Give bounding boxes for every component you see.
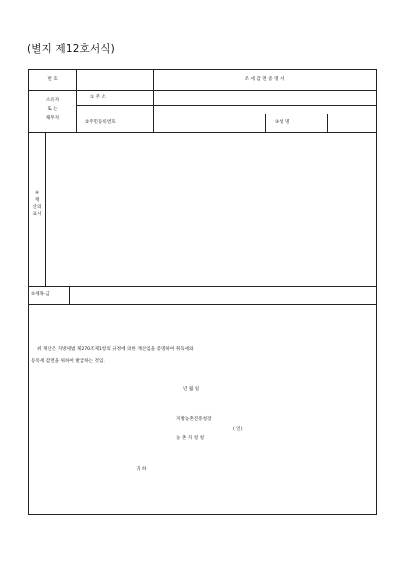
issuer-line-2: 농 촌 지 청 청 [176,436,205,441]
resident-number-label: ②주민등록번호 [85,120,116,125]
body-line-1: 위 재산은 지방세법 제270조제1항의 규정에 의한 재산임을 증명하여 취득세와 [37,347,194,352]
row-divider-3 [29,286,376,287]
col-divider-name-right [327,114,328,132]
number-label: 번 호 [47,77,58,82]
col-divider-property [45,132,46,286]
col-divider-value [153,90,154,132]
address-label: ① 주 소 [90,95,106,100]
row-divider-address [76,105,376,106]
form-label: (별지 제12호서식) [27,43,115,55]
name-label: ③성 명 [275,120,290,125]
body-line-2: 등록세 감면을 위하여 발급하는 것임. [31,359,105,364]
certificate-form [28,69,377,515]
date-label: 년 월 일 [183,387,200,392]
form-title: 조 세 감 면 증 명 서 [244,77,285,82]
seal-mark: ( 인) [233,427,243,432]
owner-label-line2: 또 는 [47,107,58,112]
issuer-line-1: 지방농촌진흥청장 [176,417,212,422]
col-divider-name-left [265,114,266,132]
tax-item-label: ⑤세목·금 [31,292,50,297]
owner-label-line1: 소유자 [45,98,60,103]
property-label: ④ 재 산의 표시 [32,191,42,217]
row-divider-1 [29,90,376,91]
addressee: 귀 하 [136,467,147,472]
col-divider-label [76,70,77,132]
row-divider-4 [29,304,376,305]
row-divider-2 [29,132,376,133]
owner-label-line3: 채무자 [45,116,60,121]
col-divider-tax [69,286,70,304]
